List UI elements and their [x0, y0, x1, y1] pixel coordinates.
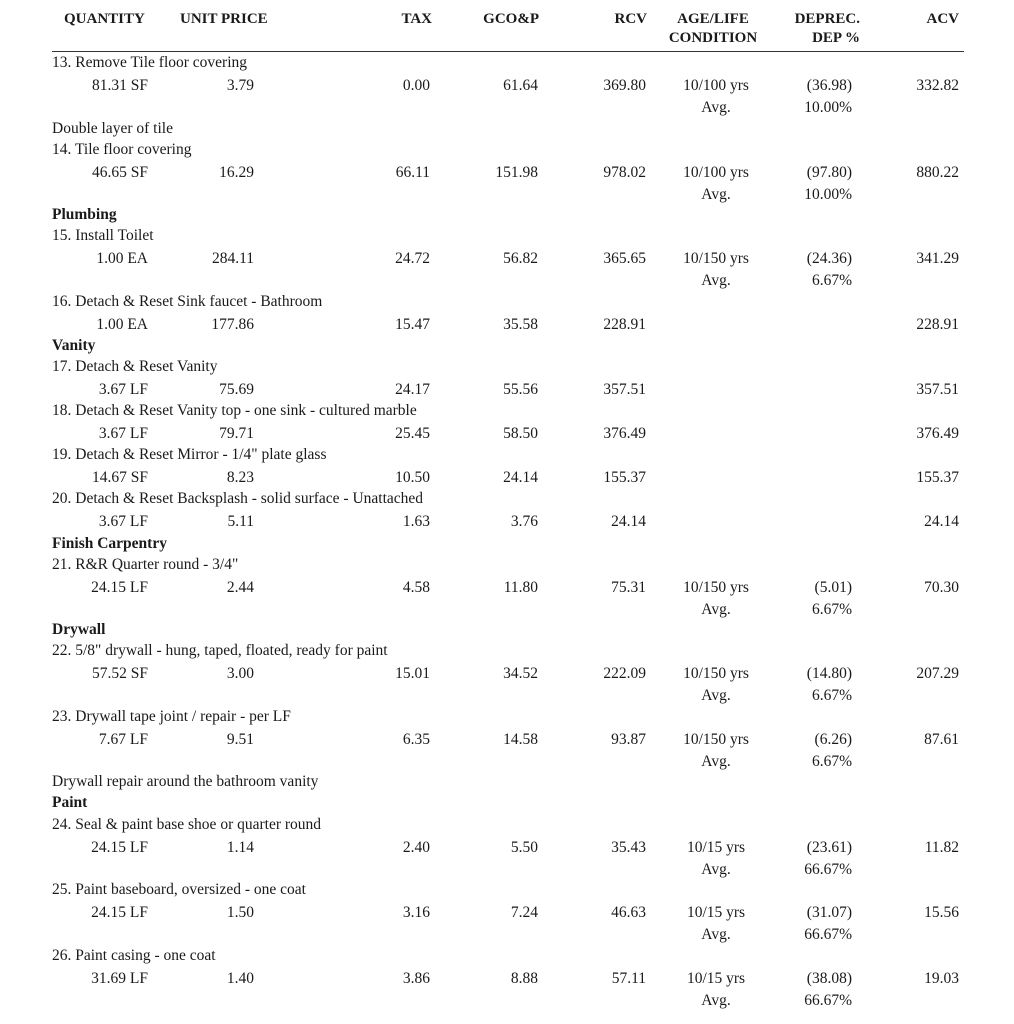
cell-rcv: 24.14 — [611, 513, 646, 530]
cell-tax: 3.16 — [402, 904, 430, 921]
section-heading: Vanity — [52, 337, 96, 354]
cell-quantity: 24.15 LF — [91, 904, 148, 921]
cell-gcop: 58.50 — [503, 425, 538, 442]
cell-cond: Avg. — [701, 186, 731, 203]
cell-dep: (38.08) — [806, 970, 852, 987]
cell-tax: 2.40 — [402, 839, 430, 856]
cell-quantity: 31.69 LF — [91, 970, 148, 987]
cell-dep: (24.36) — [806, 250, 852, 267]
cell-age: 10/150 yrs — [683, 579, 749, 596]
header-rcv: RCV — [614, 11, 647, 27]
item-description: 24. Seal & paint base shoe or quarter round — [52, 816, 322, 833]
cell-quantity: 3.67 LF — [98, 513, 148, 530]
table-row — [0, 904, 1014, 948]
section-heading: Plumbing — [52, 206, 117, 223]
cell-acv: 332.82 — [916, 77, 959, 94]
cell-acv: 207.29 — [916, 665, 959, 682]
cell-dep-pct: 6.67% — [811, 601, 852, 618]
header-deprec — [795, 10, 860, 48]
cell-gcop: 7.24 — [510, 904, 538, 921]
cell-cond: Avg. — [701, 992, 731, 1009]
cell-age: 10/15 yrs — [686, 839, 746, 856]
table-row — [0, 250, 1014, 294]
cell-tax: 25.45 — [395, 425, 430, 442]
header-rule — [52, 51, 964, 52]
cell-dep: (6.26) — [814, 731, 852, 748]
cell-rcv: 46.63 — [611, 904, 646, 921]
item-description: 13. Remove Tile floor covering — [52, 54, 248, 71]
cell-dep: (31.07) — [806, 904, 852, 921]
item-description: 17. Detach & Reset Vanity — [52, 358, 218, 375]
cell-acv: 357.51 — [916, 381, 959, 398]
cell-tax: 0.00 — [402, 77, 430, 94]
cell-quantity: 24.15 LF — [91, 579, 148, 596]
cell-rcv: 222.09 — [603, 665, 646, 682]
cell-acv: 19.03 — [924, 970, 959, 987]
cell-dep: (14.80) — [806, 665, 852, 682]
header-age-life-line1: AGE/LIFE — [677, 11, 749, 27]
cell-acv: 341.29 — [916, 250, 959, 267]
cell-unit-price: 177.86 — [211, 316, 254, 333]
cell-acv: 15.56 — [924, 904, 959, 921]
cell-gcop: 5.50 — [510, 839, 538, 856]
cell-cond: Avg. — [701, 926, 731, 943]
cell-dep-pct: 66.67% — [804, 926, 852, 943]
cell-unit-price: 16.29 — [219, 164, 254, 181]
header-acv: ACV — [926, 11, 959, 27]
cell-tax: 15.47 — [395, 316, 430, 333]
cell-rcv: 57.11 — [611, 970, 646, 987]
header-gcop: GCO&P — [483, 11, 539, 27]
section-heading: Paint — [52, 794, 88, 811]
cell-rcv: 357.51 — [603, 381, 646, 398]
cell-quantity: 1.00 EA — [96, 316, 148, 333]
cell-quantity: 14.67 SF — [92, 469, 148, 486]
cell-unit-price: 1.50 — [226, 904, 254, 921]
cell-acv: 24.14 — [924, 513, 959, 530]
cell-dep-pct: 6.67% — [811, 272, 852, 289]
cell-tax: 24.72 — [395, 250, 430, 267]
cell-dep-pct: 10.00% — [804, 99, 852, 116]
header-quantity: QUANTITY — [64, 11, 145, 27]
cell-acv: 155.37 — [916, 469, 959, 486]
cell-unit-price: 1.14 — [226, 839, 254, 856]
header-deprec-line1: DEPREC. — [794, 11, 860, 27]
item-description: 26. Paint casing - one coat — [52, 947, 216, 964]
cell-gcop: 61.64 — [503, 77, 538, 94]
section-heading: Finish Carpentry — [52, 535, 167, 552]
cell-age: 10/150 yrs — [683, 731, 749, 748]
header-tax: TAX — [401, 11, 432, 27]
cell-cond: Avg. — [701, 861, 731, 878]
cell-tax: 24.17 — [395, 381, 430, 398]
item-description: 16. Detach & Reset Sink faucet - Bathroom — [52, 293, 323, 310]
cell-gcop: 34.52 — [503, 665, 538, 682]
header-deprec-line2: DEP % — [812, 30, 860, 46]
item-description: 23. Drywall tape joint / repair - per LF — [52, 708, 291, 725]
table-row — [0, 839, 1014, 883]
table-row — [0, 731, 1014, 775]
cell-gcop: 3.76 — [510, 513, 538, 530]
cell-acv: 70.30 — [924, 579, 959, 596]
cell-unit-price: 1.40 — [226, 970, 254, 987]
cell-tax: 6.35 — [402, 731, 430, 748]
cell-tax: 66.11 — [395, 164, 430, 181]
cell-unit-price: 3.00 — [226, 665, 254, 682]
item-description: 21. R&R Quarter round - 3/4" — [52, 556, 239, 573]
cell-dep: (23.61) — [806, 839, 852, 856]
cell-unit-price: 2.44 — [226, 579, 254, 596]
cell-dep-pct: 6.67% — [811, 687, 852, 704]
cell-unit-price: 5.11 — [227, 513, 254, 530]
cell-rcv: 369.80 — [603, 77, 646, 94]
cell-quantity: 24.15 LF — [91, 839, 148, 856]
cell-rcv: 75.31 — [611, 579, 646, 596]
table-row — [0, 579, 1014, 623]
item-description: 22. 5/8" drywall - hung, taped, floated, ready for paint — [52, 642, 388, 659]
cell-rcv: 93.87 — [611, 731, 646, 748]
cell-rcv: 155.37 — [603, 469, 646, 486]
cell-dep: (36.98) — [806, 77, 852, 94]
cell-dep: (97.80) — [806, 164, 852, 181]
cell-unit-price: 8.23 — [226, 469, 254, 486]
cell-dep-pct: 6.67% — [811, 753, 852, 770]
table-row — [0, 164, 1014, 208]
item-description: 20. Detach & Reset Backsplash - solid surface - Unattached — [52, 490, 424, 507]
cell-unit-price: 75.69 — [219, 381, 254, 398]
header-unit-price: UNIT PRICE — [180, 11, 268, 27]
cell-gcop: 14.58 — [503, 731, 538, 748]
cell-quantity: 1.00 EA — [96, 250, 148, 267]
cell-acv: 87.61 — [924, 731, 959, 748]
table-row — [0, 77, 1014, 121]
cell-quantity: 3.67 LF — [98, 425, 148, 442]
cell-rcv: 978.02 — [603, 164, 646, 181]
cell-gcop: 8.88 — [510, 970, 538, 987]
cell-rcv: 376.49 — [603, 425, 646, 442]
cell-cond: Avg. — [701, 99, 731, 116]
cell-dep-pct: 10.00% — [804, 186, 852, 203]
cell-age: 10/100 yrs — [683, 77, 749, 94]
table-row — [0, 970, 1014, 1014]
item-description: 14. Tile floor covering — [52, 141, 192, 158]
item-description: 18. Detach & Reset Vanity top - one sink - cultured marble — [52, 402, 417, 419]
cell-gcop: 11.80 — [503, 579, 538, 596]
cell-rcv: 35.43 — [611, 839, 646, 856]
cell-dep-pct: 66.67% — [804, 992, 852, 1009]
header-age-life — [669, 10, 757, 48]
item-description: 19. Detach & Reset Mirror - 1/4" plate glass — [52, 446, 327, 463]
cell-age: 10/100 yrs — [683, 164, 749, 181]
cell-acv: 376.49 — [916, 425, 959, 442]
cell-tax: 1.63 — [402, 513, 430, 530]
cell-acv: 880.22 — [916, 164, 959, 181]
cell-cond: Avg. — [701, 687, 731, 704]
cell-cond: Avg. — [701, 753, 731, 770]
cell-gcop: 151.98 — [495, 164, 538, 181]
cell-age: 10/15 yrs — [686, 904, 746, 921]
cell-unit-price: 3.79 — [226, 77, 254, 94]
cell-age: 10/150 yrs — [683, 665, 749, 682]
cell-dep-pct: 66.67% — [804, 861, 852, 878]
cell-quantity: 46.65 SF — [92, 164, 148, 181]
cell-acv: 11.82 — [924, 839, 959, 856]
item-description: 15. Install Toilet — [52, 227, 154, 244]
table-row — [0, 316, 1014, 360]
cell-quantity: 3.67 LF — [98, 381, 148, 398]
cell-quantity: 7.67 LF — [98, 731, 148, 748]
section-heading: Drywall — [52, 621, 106, 638]
cell-acv: 228.91 — [916, 316, 959, 333]
cell-dep: (5.01) — [814, 579, 852, 596]
cell-tax: 15.01 — [395, 665, 430, 682]
cell-unit-price: 9.51 — [226, 731, 254, 748]
cell-cond: Avg. — [701, 272, 731, 289]
cell-quantity: 81.31 SF — [92, 77, 148, 94]
cell-age: 10/15 yrs — [686, 970, 746, 987]
item-note: Double layer of tile — [52, 120, 173, 137]
cell-gcop: 55.56 — [503, 381, 538, 398]
table-row — [0, 665, 1014, 709]
cell-gcop: 24.14 — [503, 469, 538, 486]
cell-gcop: 56.82 — [503, 250, 538, 267]
header-age-life-line2: CONDITION — [668, 30, 758, 46]
cell-gcop: 35.58 — [503, 316, 538, 333]
cell-cond: Avg. — [701, 601, 731, 618]
cell-rcv: 228.91 — [603, 316, 646, 333]
cell-unit-price: 284.11 — [211, 250, 254, 267]
item-note: Drywall repair around the bathroom vanity — [52, 773, 319, 790]
cell-rcv: 365.65 — [603, 250, 646, 267]
cell-tax: 3.86 — [402, 970, 430, 987]
cell-unit-price: 79.71 — [219, 425, 254, 442]
cell-tax: 10.50 — [395, 469, 430, 486]
cell-quantity: 57.52 SF — [92, 665, 148, 682]
cell-tax: 4.58 — [402, 579, 430, 596]
cell-age: 10/150 yrs — [683, 250, 749, 267]
item-description: 25. Paint baseboard, oversized - one coat — [52, 881, 306, 898]
